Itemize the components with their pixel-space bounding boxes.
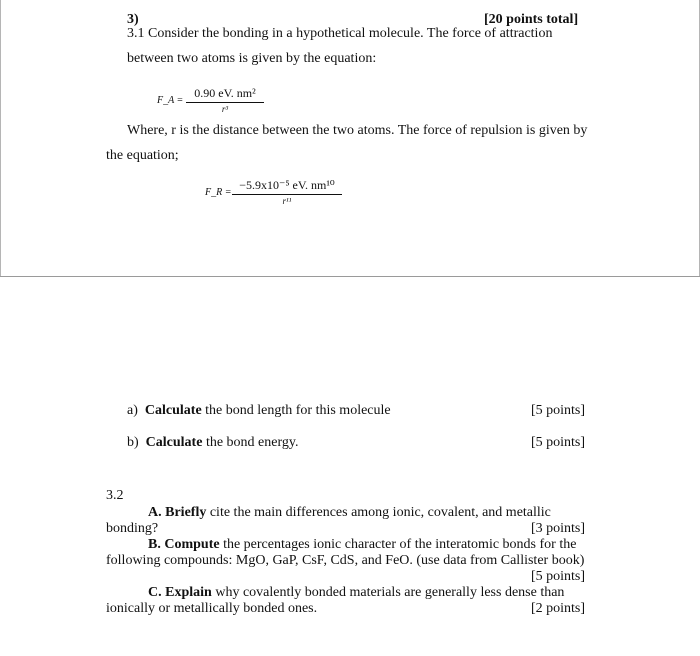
q31-line-2: between two atoms is given by the equation: <box>127 51 377 66</box>
part-a-text: the bond length for this molecule <box>201 403 391 418</box>
page-edge-left <box>0 0 1 276</box>
q32-c-verb: Explain <box>165 585 212 600</box>
q32-c-cont: ionically or metallically bonded ones. <box>106 601 318 616</box>
q32-b <box>148 537 576 553</box>
q32-c-points: [2 points] <box>530 601 585 616</box>
part-a-verb: Calculate <box>144 403 202 418</box>
q32-b-points: [5 points] <box>530 569 585 584</box>
where-line-1: Where, r is the distance between the two atoms. The force of repulsion is given by <box>127 123 588 138</box>
q32-c-text: why covalently bonded materials are generally less dense than <box>211 585 565 600</box>
fa-lhs: F_A = <box>157 95 184 106</box>
question-number: 3) <box>127 12 139 27</box>
part-b-label: b) <box>127 435 139 450</box>
fr-fraction <box>232 178 342 206</box>
part-a <box>127 403 391 419</box>
q32-a-text: cite the main differences among ionic, covalent, and metallic <box>206 505 551 520</box>
q32-b-verb: Compute <box>164 537 220 552</box>
q32-a <box>148 505 551 521</box>
part-b-text: the bond energy. <box>202 435 299 450</box>
q32-b-text: the percentages ionic character of the interatomic bonds for the <box>219 537 577 552</box>
part-a-points: [5 points] <box>530 403 585 418</box>
fr-numerator: −5.9x10⁻⁵ eV. nm¹⁰ <box>232 178 342 195</box>
fa-denominator: r³ <box>221 104 229 114</box>
q32-a-points: [3 points] <box>530 521 585 536</box>
part-b-verb: Calculate <box>145 435 203 450</box>
q32-a-cont: bonding? <box>106 521 159 536</box>
total-points: [20 points total] <box>484 12 579 27</box>
q32-c <box>148 585 564 601</box>
q32-a-label: A. <box>148 505 162 520</box>
fr-lhs: F_R = <box>205 187 232 198</box>
q31-line-1: 3.1 Consider the bonding in a hypothetical molecule. The force of attraction <box>127 26 553 41</box>
part-b-points: [5 points] <box>530 435 585 450</box>
q32-b-label: B. <box>148 537 161 552</box>
part-b <box>127 435 298 451</box>
page-break-divider <box>0 276 700 277</box>
fa-numerator: 0.90 eV. nm² <box>186 86 264 103</box>
where-line-2: the equation; <box>106 148 179 163</box>
q32-a-verb: Briefly <box>165 505 207 520</box>
fa-fraction <box>186 86 264 114</box>
q32-number: 3.2 <box>106 488 124 503</box>
q32-c-label: C. <box>148 585 162 600</box>
part-a-label: a) <box>127 403 138 418</box>
q32-b-cont: following compounds: MgO, GaP, CsF, CdS, and FeO. (use data from Callister book) <box>106 553 585 568</box>
fr-denominator: r¹¹ <box>282 196 292 206</box>
